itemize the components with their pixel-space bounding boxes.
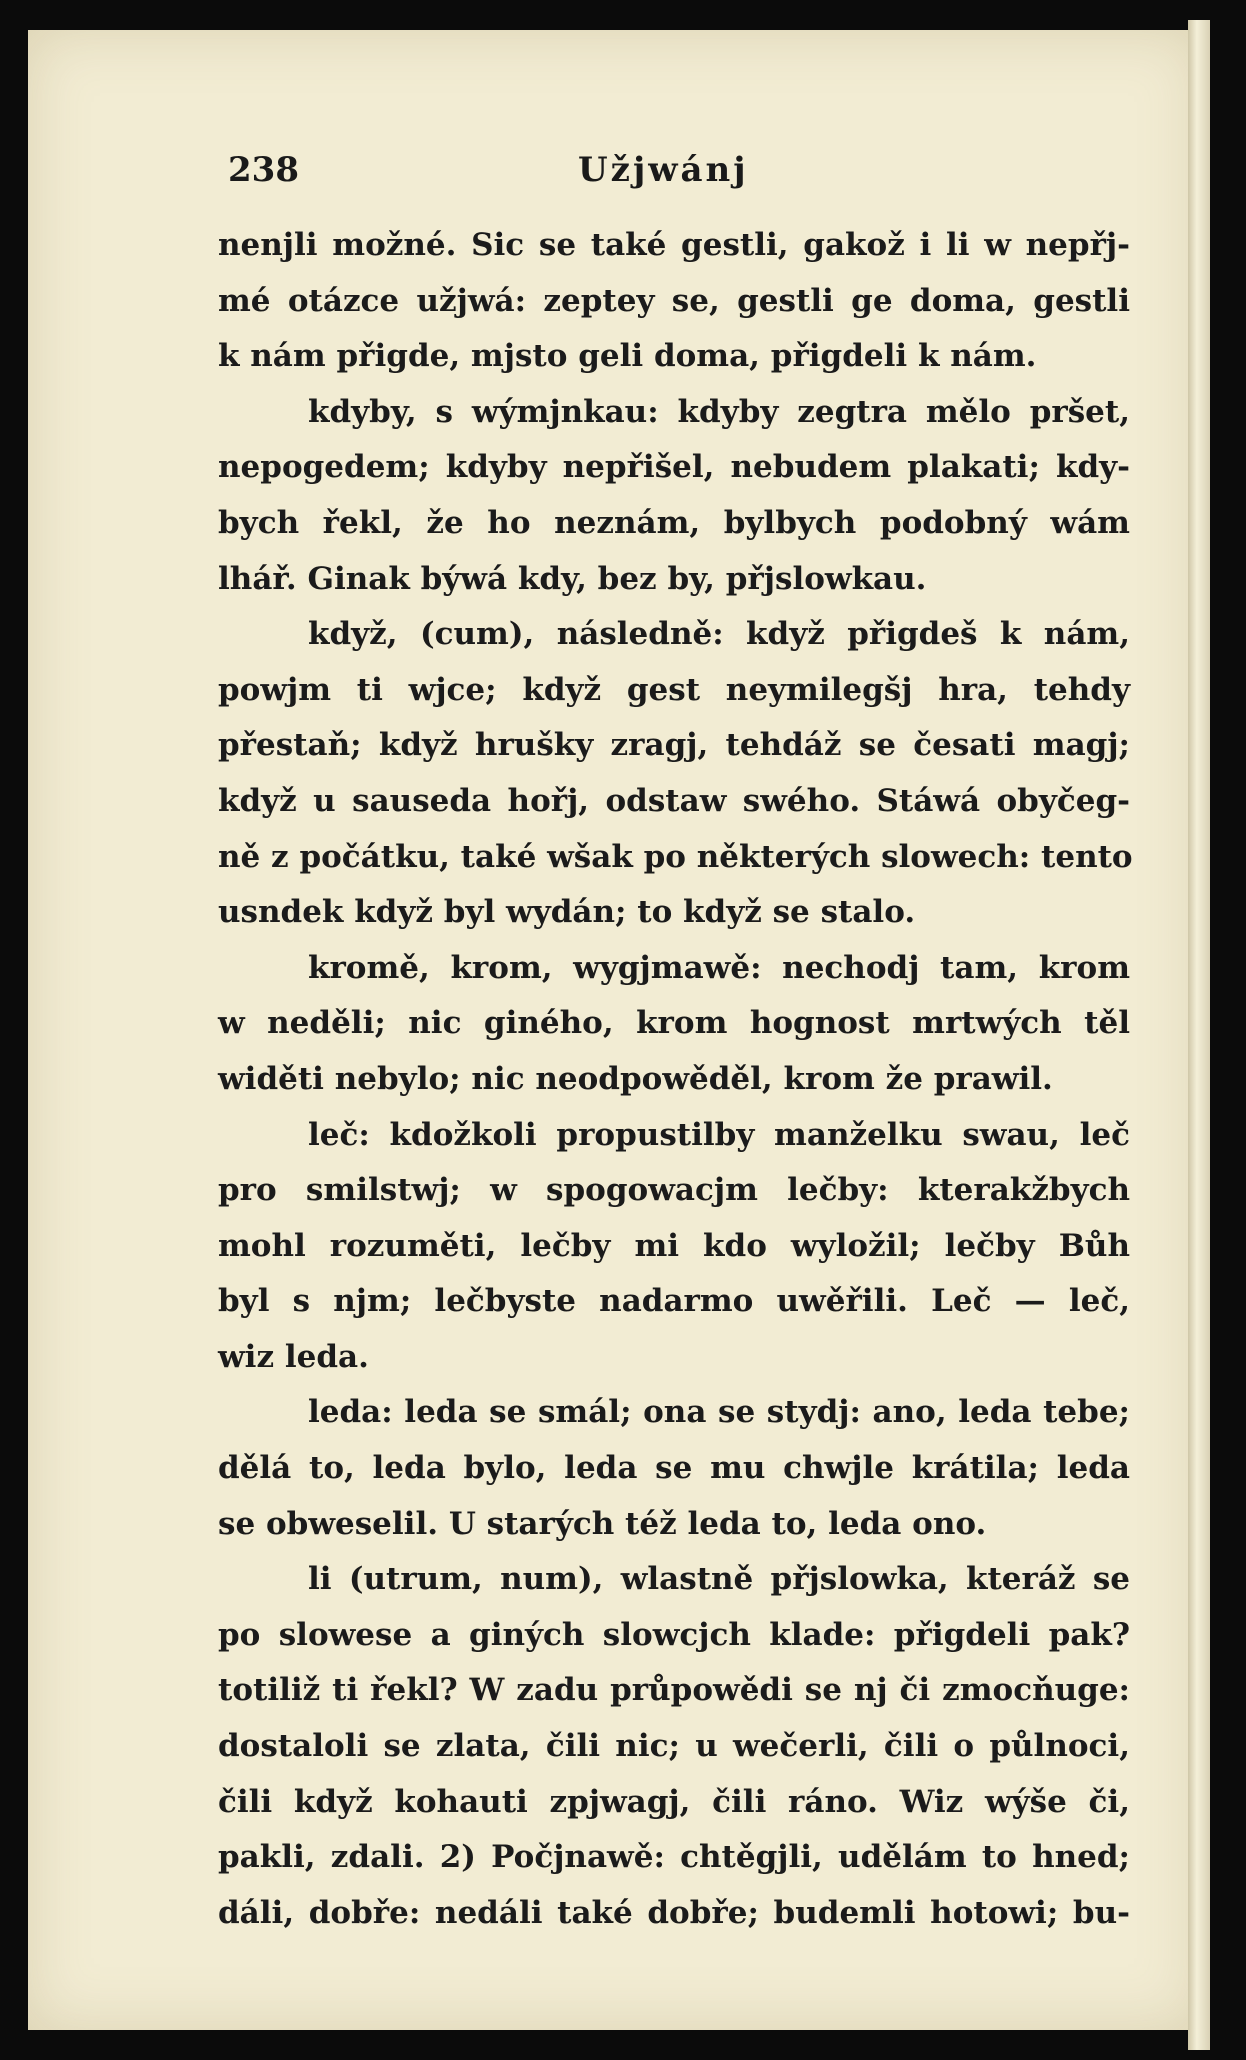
text-line: li (utrum, num), wlastně přjslowka, kteráž se <box>308 1561 1130 1598</box>
text-line: kromě, krom, wygjmawě: nechodj tam, krom <box>308 949 1130 986</box>
text-line: dostaloli se zlata, čili nic; u wečerli, čili o půlnoci, <box>218 1728 1130 1765</box>
text-line: dáli, dobře: nedáli také dobře; budemli hotowi; bu- <box>218 1894 1130 1931</box>
text-line: dělá to, leda bylo, leda se mu chwjle krátila; leda <box>218 1450 1130 1487</box>
text-line: nenjli možné. Sic se také gestli, gakož i li w nepřj- <box>218 227 1130 263</box>
text-line: když, (cum), následně: když přigdeš k nám, <box>308 616 1130 653</box>
text-line: pro smilstwj; w spogowacjm lečby: kterakžbych <box>218 1172 1130 1209</box>
text-line: když u sauseda hořj, odstaw swého. Stáwá obyčeg- <box>218 782 1130 819</box>
text-line: k nám přigde, mjsto geli doma, přigdeli k nám. <box>218 338 1037 375</box>
text-line: mohl rozuměti, lečby mi kdo wyložil; lečby Bůh <box>218 1227 1130 1264</box>
text-line: nepogedem; kdyby nepřišel, nebudem plakati; kdy- <box>218 449 1130 486</box>
text-line: bych řekl, že ho neznám, bylbych podobný wám <box>218 504 1130 541</box>
text-line: čili když kohauti zpjwagj, čili ráno. Wiz wýše či, <box>218 1783 1130 1820</box>
text-line: po slowese a giných slowcjch klade: přigdeli pak? <box>218 1616 1130 1653</box>
text-line: leda: leda se smál; ona se stydj: ano, leda tebe; <box>308 1394 1130 1431</box>
text-line: pakli, zdali. 2) Počjnawě: chtěgjli, udělám to hned; <box>218 1839 1130 1876</box>
text-line: ně z počátku, také wšak po některých slowech: tento <box>218 838 1133 875</box>
text-line: wiz leda. <box>218 1338 369 1375</box>
text-line: lhář. Ginak býwá kdy, bez by, přjslowkau. <box>218 560 927 597</box>
text-line: widěti nebylo; nic neodpowěděl, krom že prawil. <box>218 1060 1053 1097</box>
page-header <box>228 150 1108 200</box>
page-edge <box>1188 20 1210 2050</box>
text-line: totiliž ti řekl? W zadu průpowědi se nj či zmocňuge: <box>218 1672 1130 1709</box>
text-line: w neděli; nic giného, krom hognost mrtwých těl <box>218 1005 1130 1042</box>
text-line: byl s njm; lečbyste nadarmo uwěřili. Leč — leč, <box>218 1283 1130 1320</box>
text-line: přestaň; když hrušky zragj, tehdáž se česati magj; <box>218 727 1130 764</box>
text-line: leč: kdožkoli propustilby manželku swau, leč <box>308 1116 1130 1153</box>
body-text <box>218 218 1133 1941</box>
text-line: powjm ti wjce; když gest neymilegšj hra, tehdy <box>218 671 1130 708</box>
text-line: usndek když byl wydán; to když se stalo. <box>218 894 916 931</box>
text-line: kdyby, s wýmjnkau: kdyby zegtra mělo pršet, <box>308 393 1130 430</box>
text-line: mé otázce užjwá: zeptey se, gestli ge doma, gestli <box>218 282 1130 319</box>
page-number: 238 <box>228 150 299 190</box>
text-line: se obweselil. U starých též leda to, leda ono. <box>218 1505 987 1542</box>
running-head: Užjwánj <box>578 150 749 190</box>
